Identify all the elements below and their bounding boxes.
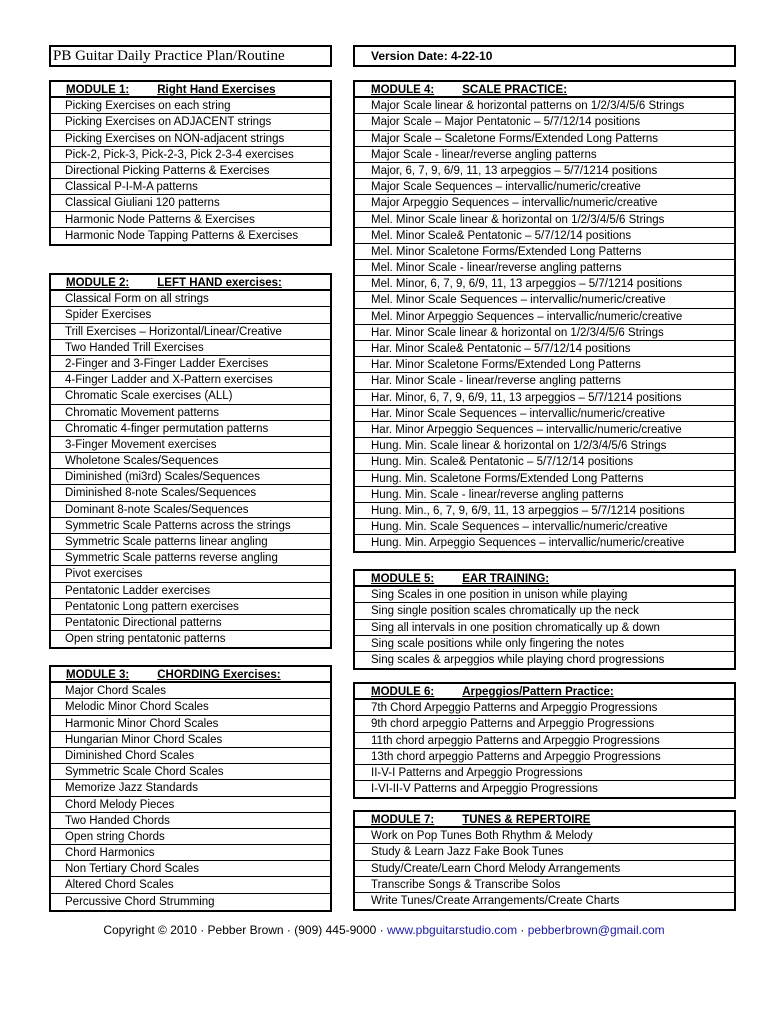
practice-item: Picking Exercises on NON-adjacent strings <box>51 131 330 147</box>
practice-item: Major Arpeggio Sequences – intervallic/numeric/creative <box>355 195 734 211</box>
module-3-chording <box>49 665 332 912</box>
practice-item: Sing scale positions while only fingering the notes <box>355 636 734 652</box>
practice-item: Hung. Min. Scale& Pentatonic – 5/7/12/14 positions <box>355 454 734 470</box>
module-header <box>355 571 734 587</box>
practice-item: 11th chord arpeggio Patterns and Arpeggio Progressions <box>355 733 734 749</box>
practice-item: Har. Minor Scale - linear/reverse angling patterns <box>355 373 734 389</box>
practice-item: Harmonic Node Patterns & Exercises <box>51 212 330 228</box>
practice-item: Sing Scales in one position in unison while playing <box>355 587 734 603</box>
practice-item: Memorize Jazz Standards <box>51 780 330 796</box>
module-header <box>355 684 734 700</box>
practice-item: I-VI-II-V Patterns and Arpeggio Progressions <box>371 783 598 796</box>
version-date <box>353 45 736 67</box>
practice-item: Har. Minor Scale Sequences – intervallic/numeric/creative <box>355 406 734 422</box>
module-label: MODULE 4: <box>371 84 435 96</box>
module-title: CHORDING Exercises: <box>157 669 281 681</box>
practice-item: Study & Learn Jazz Fake Book Tunes <box>355 844 734 860</box>
practice-item: Spider Exercises <box>51 307 330 323</box>
practice-item: Classical P-I-M-A patterns <box>51 179 330 195</box>
module-2-left-hand <box>49 273 332 649</box>
module-1-right-hand <box>49 80 332 246</box>
practice-item: Picking Exercises on ADJACENT strings <box>51 114 330 130</box>
practice-item: 4-Finger Ladder and X-Pattern exercises <box>51 372 330 388</box>
page-title <box>49 45 332 67</box>
practice-item: Chromatic 4-finger permutation patterns <box>51 421 330 437</box>
version-date-text: Version Date: 4-22-10 <box>371 49 493 63</box>
practice-item: Diminished (mi3rd) Scales/Sequences <box>51 469 330 485</box>
practice-item: Hung. Min. Arpeggio Sequences – intervallic/numeric/creative <box>371 537 685 550</box>
module-title: LEFT HAND exercises: <box>157 277 282 289</box>
practice-item: Sing all intervals in one position chromatically up & down <box>355 620 734 636</box>
practice-item: Trill Exercises – Horizontal/Linear/Creative <box>51 324 330 340</box>
practice-item: Transcribe Songs & Transcribe Solos <box>355 877 734 893</box>
practice-item: Two Handed Chords <box>51 813 330 829</box>
practice-item: Major Scale – Major Pentatonic – 5/7/12/14 positions <box>355 114 734 130</box>
module-label: MODULE 2: <box>66 277 130 289</box>
practice-item: Open string Chords <box>51 829 330 845</box>
practice-item: Hungarian Minor Chord Scales <box>51 732 330 748</box>
footer <box>0 923 768 937</box>
practice-item: Hung. Min. Scale linear & horizontal on 1/2/3/4/5/6 Strings <box>355 438 734 454</box>
practice-item: Major Chord Scales <box>51 683 330 699</box>
practice-item: Classical Giuliani 120 patterns <box>51 195 330 211</box>
practice-item: Altered Chord Scales <box>51 877 330 893</box>
practice-item: Sing scales & arpeggios while playing chord progressions <box>371 653 665 666</box>
practice-item: Major Scale Sequences – intervallic/numeric/creative <box>355 179 734 195</box>
practice-item: Major Scale linear & horizontal patterns on 1/2/3/4/5/6 Strings <box>355 98 734 114</box>
practice-item: Mel. Minor, 6, 7, 9, 6/9, 11, 13 arpeggios – 5/7/1214 positions <box>355 276 734 292</box>
practice-item: Mel. Minor Scale - linear/reverse angling patterns <box>355 260 734 276</box>
practice-item: Chord Melody Pieces <box>51 797 330 813</box>
module-label: MODULE 6: <box>371 686 435 698</box>
module-label: MODULE 5: <box>371 573 435 585</box>
practice-item: Chord Harmonics <box>51 845 330 861</box>
practice-item: Hung. Min. Scaletone Forms/Extended Long Patterns <box>355 471 734 487</box>
practice-item: Chromatic Movement patterns <box>51 405 330 421</box>
module-title: TUNES & REPERTOIRE <box>462 814 591 826</box>
practice-item: 7th Chord Arpeggio Patterns and Arpeggio Progressions <box>355 700 734 716</box>
practice-item: Harmonic Minor Chord Scales <box>51 716 330 732</box>
practice-item: 9th chord arpeggio Patterns and Arpeggio Progressions <box>355 716 734 732</box>
module-header <box>355 812 734 828</box>
module-label: MODULE 1: <box>66 84 130 96</box>
module-header <box>51 667 330 683</box>
practice-item: 3-Finger Movement exercises <box>51 437 330 453</box>
practice-item: Mel. Minor Scale Sequences – intervallic/numeric/creative <box>355 292 734 308</box>
practice-item: Chromatic Scale exercises (ALL) <box>51 388 330 404</box>
practice-item: Mel. Minor Arpeggio Sequences – intervallic/numeric/creative <box>355 309 734 325</box>
practice-item: Symmetric Scale patterns linear angling <box>51 534 330 550</box>
module-6-arpeggios <box>353 682 736 799</box>
practice-item: Pentatonic Long pattern exercises <box>51 599 330 615</box>
practice-item: Non Tertiary Chord Scales <box>51 861 330 877</box>
footer-website-link[interactable]: www.pbguitarstudio.com <box>387 923 518 937</box>
practice-item: Har. Minor Scale& Pentatonic – 5/7/12/14 positions <box>355 341 734 357</box>
module-header <box>51 82 330 98</box>
practice-item: Hung. Min. Scale Sequences – intervallic/numeric/creative <box>355 519 734 535</box>
practice-item: Pivot exercises <box>51 566 330 582</box>
practice-item: Symmetric Scale Patterns across the strings <box>51 518 330 534</box>
module-label: MODULE 3: <box>66 669 130 681</box>
practice-item: Diminished Chord Scales <box>51 748 330 764</box>
module-title: Arpeggios/Pattern Practice: <box>462 686 614 698</box>
practice-item: Directional Picking Patterns & Exercises <box>51 163 330 179</box>
practice-item: Hung. Min. Scale - linear/reverse angling patterns <box>355 487 734 503</box>
practice-item: Symmetric Scale patterns reverse angling <box>51 550 330 566</box>
practice-item: Two Handed Trill Exercises <box>51 340 330 356</box>
practice-item: Wholetone Scales/Sequences <box>51 453 330 469</box>
footer-copyright: Copyright © 2010 · Pebber Brown · (909) 445-9000 · <box>103 923 387 937</box>
practice-item: 13th chord arpeggio Patterns and Arpeggio Progressions <box>355 749 734 765</box>
practice-item: Har. Minor Scale linear & horizontal on 1/2/3/4/5/6 Strings <box>355 325 734 341</box>
practice-item: Har. Minor Arpeggio Sequences – intervallic/numeric/creative <box>355 422 734 438</box>
module-header <box>355 82 734 98</box>
footer-email-link[interactable]: pebberbrown@gmail.com <box>527 923 665 937</box>
module-title: EAR TRAINING: <box>462 573 550 585</box>
practice-item: Melodic Minor Chord Scales <box>51 699 330 715</box>
module-title: SCALE PRACTICE: <box>462 84 568 96</box>
practice-item: Mel. Minor Scale& Pentatonic – 5/7/12/14 positions <box>355 228 734 244</box>
module-4-scale-practice <box>353 80 736 553</box>
practice-item: 2-Finger and 3-Finger Ladder Exercises <box>51 356 330 372</box>
practice-item: Major Scale – Scaletone Forms/Extended Long Patterns <box>355 131 734 147</box>
practice-item: Dominant 8-note Scales/Sequences <box>51 502 330 518</box>
practice-item: Work on Pop Tunes Both Rhythm & Melody <box>355 828 734 844</box>
module-label: MODULE 7: <box>371 814 435 826</box>
module-header <box>51 275 330 291</box>
practice-item: Pick-2, Pick-3, Pick-2-3, Pick 2-3-4 exercises <box>51 147 330 163</box>
practice-item: Classical Form on all strings <box>51 291 330 307</box>
practice-item: Pentatonic Ladder exercises <box>51 583 330 599</box>
practice-item: Study/Create/Learn Chord Melody Arrangements <box>355 861 734 877</box>
practice-item: Percussive Chord Strumming <box>65 895 215 908</box>
practice-item: Hung. Min., 6, 7, 9, 6/9, 11, 13 arpeggios – 5/7/1214 positions <box>355 503 734 519</box>
practice-item: Sing single position scales chromatically up the neck <box>355 603 734 619</box>
page-title-text: PB Guitar Daily Practice Plan/Routine <box>53 47 285 64</box>
module-title: Right Hand Exercises <box>157 84 276 96</box>
practice-item: Har. Minor Scaletone Forms/Extended Long Patterns <box>355 357 734 373</box>
practice-item: Symmetric Scale Chord Scales <box>51 764 330 780</box>
practice-item: Pentatonic Directional patterns <box>51 615 330 631</box>
practice-item: Picking Exercises on each string <box>51 98 330 114</box>
practice-item: Diminished 8-note Scales/Sequences <box>51 485 330 501</box>
practice-item: Major Scale - linear/reverse angling patterns <box>355 147 734 163</box>
practice-item: Write Tunes/Create Arrangements/Create Charts <box>371 894 620 907</box>
module-5-ear-training <box>353 569 736 670</box>
practice-item: Har. Minor, 6, 7, 9, 6/9, 11, 13 arpeggios – 5/7/1214 positions <box>355 390 734 406</box>
practice-item: Major, 6, 7, 9, 6/9, 11, 13 arpeggios – 5/7/1214 positions <box>355 163 734 179</box>
practice-item: Harmonic Node Tapping Patterns & Exercises <box>65 229 299 242</box>
module-7-tunes <box>353 810 736 911</box>
practice-item: Open string pentatonic patterns <box>65 633 226 646</box>
practice-item: II-V-I Patterns and Arpeggio Progressions <box>355 765 734 781</box>
footer-separator: · <box>517 923 528 937</box>
practice-item: Mel. Minor Scaletone Forms/Extended Long Patterns <box>355 244 734 260</box>
practice-item: Mel. Minor Scale linear & horizontal on 1/2/3/4/5/6 Strings <box>355 212 734 228</box>
